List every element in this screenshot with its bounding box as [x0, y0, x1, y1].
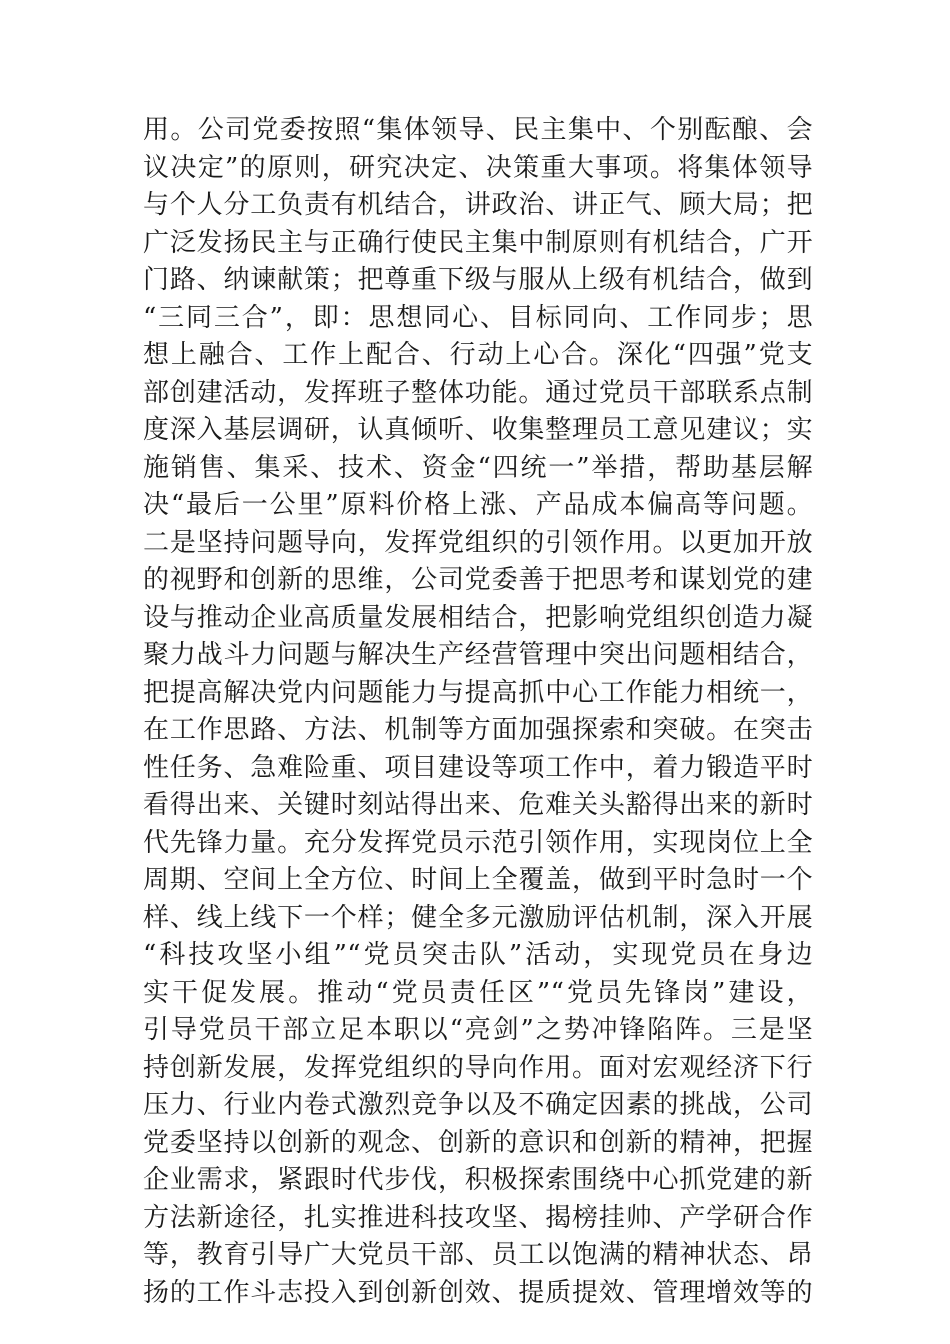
text-line: 扬的工作斗志投入到创新创效、提质提效、管理增效等的 — [143, 1277, 813, 1308]
text-line: 性任务、急难险重、项目建设等项工作中，着力锻造平时 — [143, 752, 813, 783]
body-text — [143, 112, 813, 1312]
text-line: 把提高解决党内问题能力与提高抓中心工作能力相统一， — [143, 677, 813, 708]
text-line: 实干促发展。推动“党员责任区”“党员先锋岗”建设， — [143, 977, 813, 1008]
text-line: 门路、纳谏献策；把尊重下级与服从上级有机结合，做到 — [143, 265, 813, 295]
text-line: 部创建活动，发挥班子整体功能。通过党员干部联系点制 — [143, 377, 813, 408]
text-line: 施销售、集采、技术、资金“四统一”举措，帮助基层解 — [143, 452, 813, 483]
text-line: 用。公司党委按照“集体领导、民主集中、个别酝酿、会 — [143, 115, 813, 145]
text-line: 企业需求，紧跟时代步伐，积极探索围绕中心抓党建的新 — [143, 1165, 813, 1195]
text-line: 想上融合、工作上配合、行动上心合。深化“四强”党支 — [143, 340, 813, 370]
text-line: 决“最后一公里”原料价格上涨、产品成本偏高等问题。 — [143, 490, 813, 520]
text-line: “科技攻坚小组”“党员突击队”活动，实现党员在身边 — [143, 940, 813, 970]
text-line: 二是坚持问题导向，发挥党组织的引领作用。以更加开放 — [143, 527, 813, 558]
text-line: 的视野和创新的思维，公司党委善于把思考和谋划党的建 — [143, 565, 813, 595]
text-line: 设与推动企业高质量发展相结合，把影响党组织创造力凝 — [143, 602, 813, 633]
text-line: 方法新途径，扎实推进科技攻坚、揭榜挂帅、产学研合作 — [143, 1202, 813, 1233]
text-line: 广泛发扬民主与正确行使民主集中制原则有机结合，广开 — [143, 227, 813, 258]
text-line: 持创新发展，发挥党组织的导向作用。面对宏观经济下行 — [143, 1052, 813, 1083]
text-line: 引导党员干部立足本职以“亮剑”之势冲锋陷阵。三是坚 — [143, 1015, 813, 1045]
text-line: “三同三合”，即：思想同心、目标同向、工作同步；思 — [143, 302, 813, 333]
text-line: 代先锋力量。充分发挥党员示范引领作用，实现岗位上全 — [143, 827, 813, 858]
text-line: 度深入基层调研，认真倾听、收集整理员工意见建议；实 — [143, 415, 813, 445]
text-line: 看得出来、关键时刻站得出来、危难关头豁得出来的新时 — [143, 790, 813, 820]
text-line: 等，教育引导广大党员干部、员工以饱满的精神状态、昂 — [143, 1240, 813, 1270]
text-line: 压力、行业内卷式激烈竞争以及不确定因素的挑战，公司 — [143, 1090, 813, 1120]
text-line: 聚力战斗力问题与解决生产经营管理中突出问题相结合， — [143, 640, 813, 670]
text-line: 与个人分工负责有机结合，讲政治、讲正气、顾大局；把 — [143, 190, 813, 220]
text-line: 议决定”的原则，研究决定、决策重大事项。将集体领导 — [143, 152, 813, 183]
text-line: 样、线上线下一个样；健全多元激励评估机制，深入开展 — [143, 902, 813, 933]
text-line: 党委坚持以创新的观念、创新的意识和创新的精神，把握 — [143, 1127, 813, 1158]
text-line: 在工作思路、方法、机制等方面加强探索和突破。在突击 — [143, 715, 813, 745]
text-line: 周期、空间上全方位、时间上全覆盖，做到平时急时一个 — [143, 865, 813, 895]
